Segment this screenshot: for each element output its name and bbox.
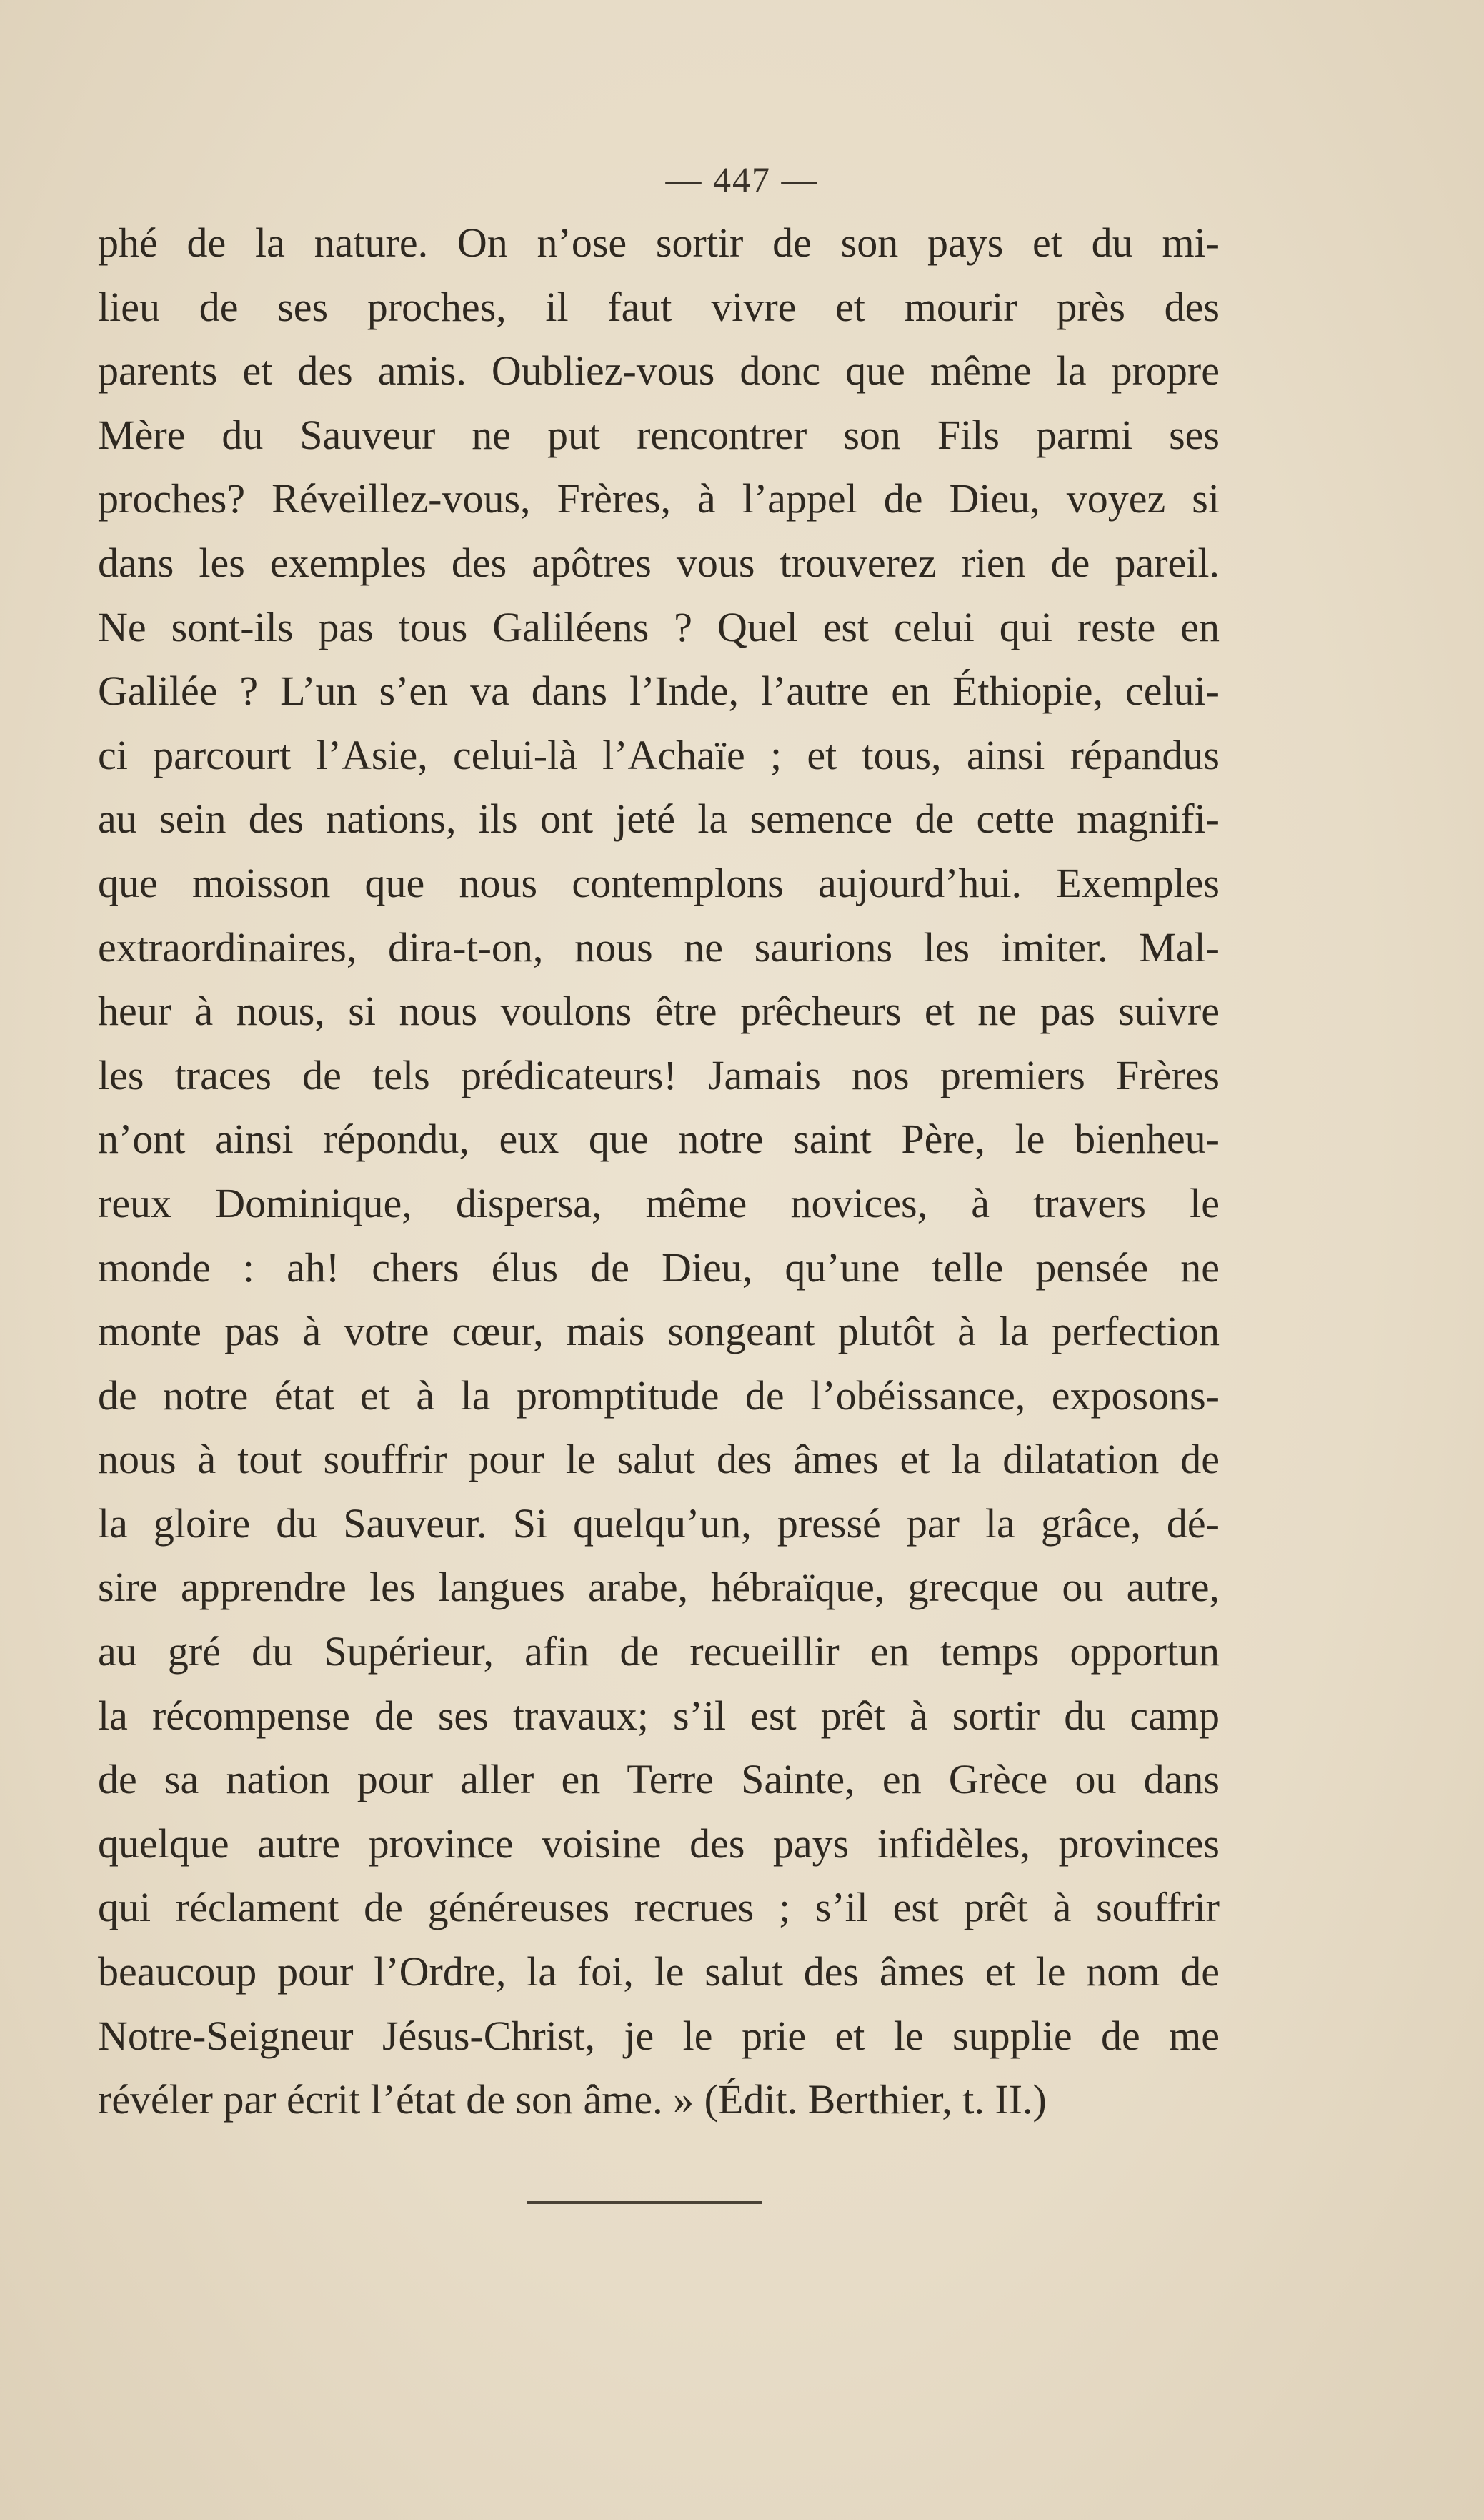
text-line-3: parents et des amis. Oubliez-vous donc que même la propre [98, 347, 1220, 395]
text-line-14: les traces de tels prédicateurs! Jamais nos premiers Frères [98, 1051, 1220, 1098]
body-text [98, 211, 1220, 2132]
text-line-5: proches? Réveillez-vous, Frères, à l’appel de Dieu, voyez si [98, 475, 1220, 522]
text-line-11: que moisson que nous contemplons aujourd’hui. Exemples [98, 859, 1220, 906]
text-line-29: Notre-Seigneur Jésus-Christ, je le prie et le supplie de me [98, 2012, 1220, 2059]
text-line-23: au gré du Supérieur, afin de recueillir en temps opportun [98, 1628, 1220, 1675]
text-line-18: monte pas à votre cœur, mais songeant plutôt à la perfection [98, 1308, 1220, 1355]
text-line-20: nous à tout souffrir pour le salut des âmes et la dilatation de [98, 1436, 1220, 1483]
text-line-10: au sein des nations, ils ont jeté la semence de cette magnifi- [98, 795, 1220, 843]
text-line-28: beaucoup pour l’Ordre, la foi, le salut des âmes et le nom de [98, 1948, 1220, 1995]
text-line-15: n’ont ainsi répondu, eux que notre saint Père, le bienheu- [98, 1116, 1220, 1163]
text-line-19: de notre état et à la promptitude de l’obéissance, exposons- [98, 1371, 1220, 1419]
page-number: — 447 — [665, 159, 819, 199]
text-line-24: la récompense de ses travaux; s’il est prêt à sortir du camp [98, 1692, 1220, 1739]
text-line-21: la gloire du Sauveur. Si quelqu’un, pressé par la grâce, dé- [98, 1499, 1220, 1547]
text-line-7: Ne sont-ils pas tous Galiléens ? Quel est celui qui reste en [98, 603, 1220, 650]
text-line-12: extraordinaires, dira-t-on, nous ne saurions les imiter. Mal- [98, 923, 1220, 971]
text-line-16: reux Dominique, dispersa, même novices, à travers le [98, 1179, 1220, 1226]
text-line-1: phé de la nature. On n’ose sortir de son pays et du mi- [98, 219, 1220, 266]
text-line-25: de sa nation pour aller en Terre Sainte, en Grèce ou dans [98, 1756, 1220, 1803]
text-line-8: Galilée ? L’un s’en va dans l’Inde, l’autre en Éthiopie, celui- [98, 668, 1220, 715]
text-line-30: révéler par écrit l’état de son âme. » (Édit. Berthier, t. II.) [98, 2076, 1047, 2123]
text-line-27: qui réclament de généreuses recrues ; s’il est prêt à souffrir [98, 1884, 1220, 1931]
text-line-4: Mère du Sauveur ne put rencontrer son Fils parmi ses [98, 411, 1220, 458]
text-line-6: dans les exemples des apôtres vous trouverez rien de pareil. [98, 539, 1220, 586]
text-line-13: heur à nous, si nous voulons être prêcheurs et ne pas suivre [98, 988, 1220, 1035]
text-line-2: lieu de ses proches, il faut vivre et mourir près des [98, 283, 1220, 330]
end-rule [527, 2201, 762, 2204]
text-line-26: quelque autre province voisine des pays infidèles, provinces [98, 1820, 1220, 1867]
text-line-9: ci parcourt l’Asie, celui-là l’Achaïe ; et tous, ainsi répandus [98, 731, 1220, 778]
text-line-17: monde : ah! chers élus de Dieu, qu’une telle pensée ne [98, 1244, 1220, 1291]
text-line-22: sire apprendre les langues arabe, hébraïque, grecque ou autre, [98, 1564, 1220, 1611]
